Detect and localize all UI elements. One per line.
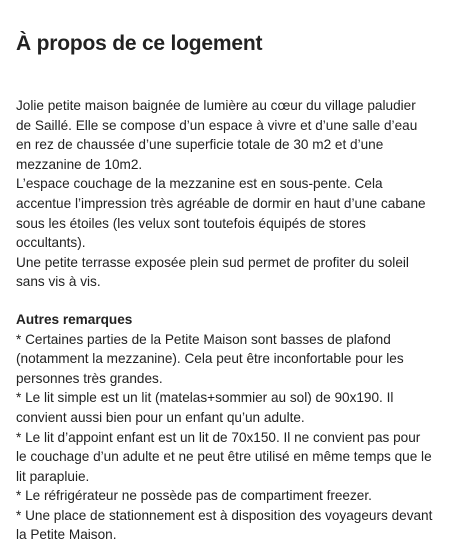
- remark-item: * Le lit simple est un lit (matelas+sommier au sol) de 90x190. Il convient aussi bien pour un enfant qu’un adulte.: [16, 390, 394, 425]
- remark-item: * Le lit d’appoint enfant est un lit de 70x150. Il ne convient pas pour le couchage d’un adulte et ne peut être utilisé en même temps que le lit parapluie.: [16, 429, 432, 484]
- remark-item: * Certaines parties de la Petite Maison sont basses de plafond (notamment la mezzanine). Cela peut être inconfortable pour les personnes très grandes.: [16, 331, 404, 386]
- section-title: À propos de ce logement: [16, 32, 263, 55]
- listing-description: [16, 96, 434, 292]
- remarks-list: [16, 330, 434, 545]
- description-paragraph: Une petite terrasse exposée plein sud permet de profiter du soleil sans vis à vis.: [16, 254, 409, 290]
- remark-item: * Le réfrigérateur ne possède pas de compartiment freezer.: [16, 488, 372, 504]
- remark-item: * Une place de stationnement est à disposition des voyageurs devant la Petite Maison.: [16, 507, 433, 543]
- description-paragraph: L’espace couchage de la mezzanine est en sous-pente. Cela accentue l’impression très agréable de dormir en haut d’une cabane sous les étoiles (les velux sont toutefois équipés de stores occultants).: [16, 176, 426, 251]
- description-paragraph: Jolie petite maison baignée de lumière au cœur du village paludier de Saillé. Elle se compose d’un espace à vivre et d’une salle d’eau en rez de chaussée d’une superficie totale de 30 m2 et d’une mezzanine de 10m2.: [16, 98, 418, 172]
- remarks-heading: Autres remarques: [16, 311, 133, 327]
